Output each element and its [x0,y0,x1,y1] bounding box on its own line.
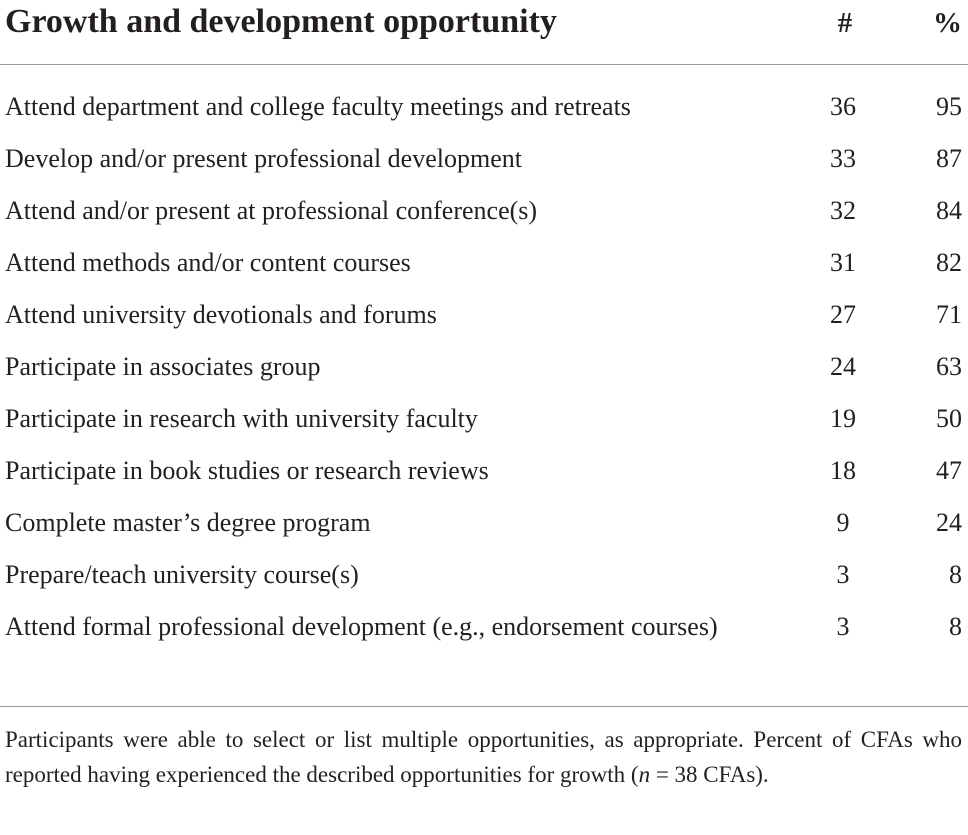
table-row [0,394,968,446]
table-row [0,82,968,134]
footnote-n-symbol: n [638,762,651,787]
row-percent: 8 [949,560,962,589]
row-count: 31 [830,248,856,277]
row-label: Participate in research with university faculty [5,404,478,433]
row-label: Complete master’s degree program [5,508,371,537]
row-count: 32 [830,196,856,225]
row-label: Attend and/or present at professional conference(s) [5,196,538,225]
table-row [0,498,968,550]
row-percent: 71 [936,300,962,329]
row-count: 9 [836,508,850,537]
row-percent: 84 [936,196,962,225]
table-row [0,550,968,602]
table-row [0,290,968,342]
row-count: 24 [830,352,856,381]
footnote-text-end: = 38 CFAs). [650,762,769,787]
table-row [0,602,968,654]
row-percent: 8 [949,612,962,641]
row-count: 27 [830,300,856,329]
row-count: 19 [830,404,856,433]
row-label: Prepare/teach university course(s) [5,560,359,589]
table-header [0,0,968,48]
row-label: Attend methods and/or content courses [5,248,411,277]
row-label: Attend department and college faculty meetings and retreats [5,92,631,121]
column-header-opportunity: Growth and development opportunity [5,3,557,40]
row-percent: 24 [936,508,962,537]
row-percent: 87 [936,144,962,173]
row-count: 33 [830,144,856,173]
row-label: Attend university devotionals and forums [5,300,437,329]
row-percent: 47 [936,456,962,485]
header-divider [0,64,968,65]
table-row [0,342,968,394]
row-count: 36 [830,92,856,121]
column-header-count: # [837,7,853,39]
footnote-text-start: Participants were able to select or list multiple opportunities, as appropriate. Percent of CFAs who reported having experienced the described opportunities for growth ( [5,727,962,787]
table-row [0,238,968,290]
column-header-percent: % [933,7,962,39]
table-footnote [5,722,962,792]
row-percent: 95 [936,92,962,121]
row-percent: 63 [936,352,962,381]
row-count: 3 [836,560,850,589]
footer-divider [0,706,968,707]
table-row [0,186,968,238]
row-percent: 82 [936,248,962,277]
row-percent: 50 [936,404,962,433]
row-label: Attend formal professional development (e.g., endorsement courses) [5,612,718,641]
row-count: 18 [830,456,856,485]
row-label: Participate in associates group [5,352,321,381]
table-body [0,82,968,654]
row-label: Develop and/or present professional development [5,144,522,173]
row-count: 3 [836,612,850,641]
row-label: Participate in book studies or research reviews [5,456,489,485]
table-row [0,134,968,186]
table-row [0,446,968,498]
